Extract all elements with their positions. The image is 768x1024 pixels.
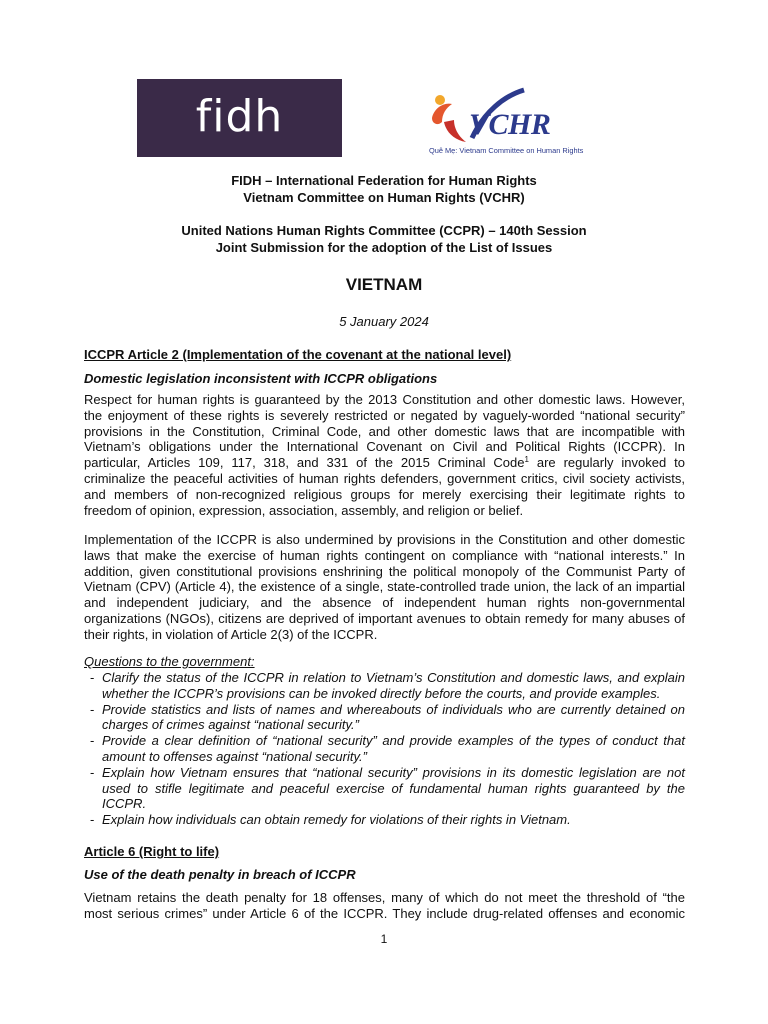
question-item: - Explain how Vietnam ensures that “national security” provisions in its domestic legislation are not used to stifle legitimate and peaceful exercise of fundamental human rights guaranteed by the ICCPR.: [90, 764, 685, 812]
questions-heading: Questions to the government:: [84, 654, 255, 669]
paragraph-line: the enjoyment of these rights is severely restricted or negated by vaguely-worded “national security”: [84, 407, 685, 423]
footnote-ref[interactable]: 1: [524, 455, 529, 465]
question-text: Provide statistics and lists of names and whereabouts of individuals who are currently detained on charges of crimes against “national security.”: [102, 701, 685, 733]
article-6-subheading: Use of the death penalty in breach of ICCPR: [84, 867, 356, 882]
country-title: VIETNAM: [345, 275, 423, 294]
paragraph-line: Implementation of the ICCPR is also undermined by provisions in the Constitution and other domestic: [84, 532, 685, 547]
fidh-logo: [137, 79, 342, 157]
paragraph-line-with-footnote: [84, 455, 685, 471]
session-line-1: United Nations Human Rights Committee (CCPR) – 140th Session: [181, 223, 587, 238]
line-text: are regularly invoked to: [528, 455, 685, 471]
article-2-paragraph-1: [84, 392, 685, 518]
questions-list: [84, 670, 685, 828]
article-2-heading: ICCPR Article 2 (Implementation of the covenant at the national level): [84, 347, 512, 362]
paragraph-line: freedom of opinion, expression, association, assembly, and religion or belief.: [84, 502, 524, 518]
session-line-2: Joint Submission for the adoption of the List of Issues: [215, 240, 553, 255]
article-6-paragraph: [84, 890, 685, 922]
paragraph-line: organizations (NGOs), citizens are deprived of important avenues to obtain remedy for many abuses of: [84, 610, 685, 626]
document-date: 5 January 2024: [339, 314, 429, 329]
question-item: - Explain how individuals can obtain remedy for violations of their rights in Vietnam.: [90, 812, 571, 828]
question-text: Explain how Vietnam ensures that “national security” provisions in its domestic legislation are not used to stifle legitimate and peaceful exercise of fundamental human rights guaranteed by the ICCPR.: [102, 764, 685, 812]
article-2-paragraph-2: [84, 532, 685, 643]
org-line-2: Vietnam Committee on Human Rights (VCHR): [243, 190, 525, 205]
page-number: 1: [380, 932, 388, 946]
session-block: [84, 222, 684, 256]
paragraph-line: Respect for human rights is guaranteed by the 2013 Constitution and other domestic laws. However,: [84, 392, 685, 407]
question-text: Explain how individuals can obtain remedy for violations of their rights in Vietnam.: [102, 812, 571, 828]
question-item: - Provide statistics and lists of names and whereabouts of individuals who are currently detained on charges of crimes against “national security.”: [90, 701, 685, 733]
vchr-logo: [424, 82, 590, 158]
fidh-logo-text: fidh: [195, 90, 284, 142]
question-text: Clarify the status of the ICCPR in relation to Vietnam’s Constitution and domestic laws, and explain whether the ICCPR’s provisions can be invoked directly before the courts, and provide examples.: [102, 670, 685, 701]
paragraph-line: provisions in the Constitution, Criminal Code, and other domestic laws that are incompatible with: [84, 423, 685, 439]
vchr-logo-subtitle: Quê Mẹ: Vietnam Committee on Human Rights: [429, 146, 584, 155]
paragraph-line: Vietnam’s obligations under the International Covenant on Civil and Political Rights (ICCPR). In: [84, 439, 685, 455]
line-text: particular, Articles 109, 117, 318, and 331 of the 2015 Criminal Code: [84, 455, 525, 471]
question-item: - Clarify the status of the ICCPR in relation to Vietnam’s Constitution and domestic laws, and explain whether the ICCPR’s provisions can be invoked directly before the courts, and provide examples.: [90, 670, 685, 701]
org-line-1: FIDH – International Federation for Human Rights: [231, 173, 537, 188]
paragraph-line: Vietnam retains the death penalty for 18 offenses, many of which do not meet the threshold of “the: [84, 890, 685, 905]
paragraph-line: laws that make the exercise of human rights contingent on compliance with “national interests.” In: [84, 547, 685, 563]
paragraph-line: most serious crimes” under Article 6 of the ICCPR. They include drug-related offenses and economic: [84, 905, 685, 921]
article-6-heading: Article 6 (Right to life): [84, 844, 220, 859]
question-text: Provide a clear definition of “national security” and provide examples of the types of conduct that amount to offenses against “national security.”: [102, 733, 685, 764]
paragraph-line: criminalize the peaceful activities of human rights defenders, government critics, civil society activists,: [84, 470, 685, 486]
paragraph-line: and members of non-recognized religious groups for merely exercising their legitimate rights to: [84, 486, 685, 502]
paragraph-line: their rights, in violation of Article 2(3) of the ICCPR.: [84, 626, 378, 642]
organizations-block: [84, 172, 684, 206]
question-item: - Provide a clear definition of “national security” and provide examples of the types of conduct that amount to offenses against “national security.”: [90, 733, 685, 764]
paragraph-line: addition, given constitutional provisions enshrining the political monopoly of the Communist Party of: [84, 563, 685, 579]
vchr-logo-text: VCHR: [469, 108, 551, 141]
paragraph-line: Vietnam (CPV) (Article 4), the existence of a single, state-controlled trade union, the lack of an impartial: [84, 579, 685, 595]
article-2-subheading: Domestic legislation inconsistent with ICCPR obligations: [84, 371, 438, 386]
paragraph-line: and independent judiciary, and the absence of independent human rights non-governmental: [84, 595, 685, 611]
